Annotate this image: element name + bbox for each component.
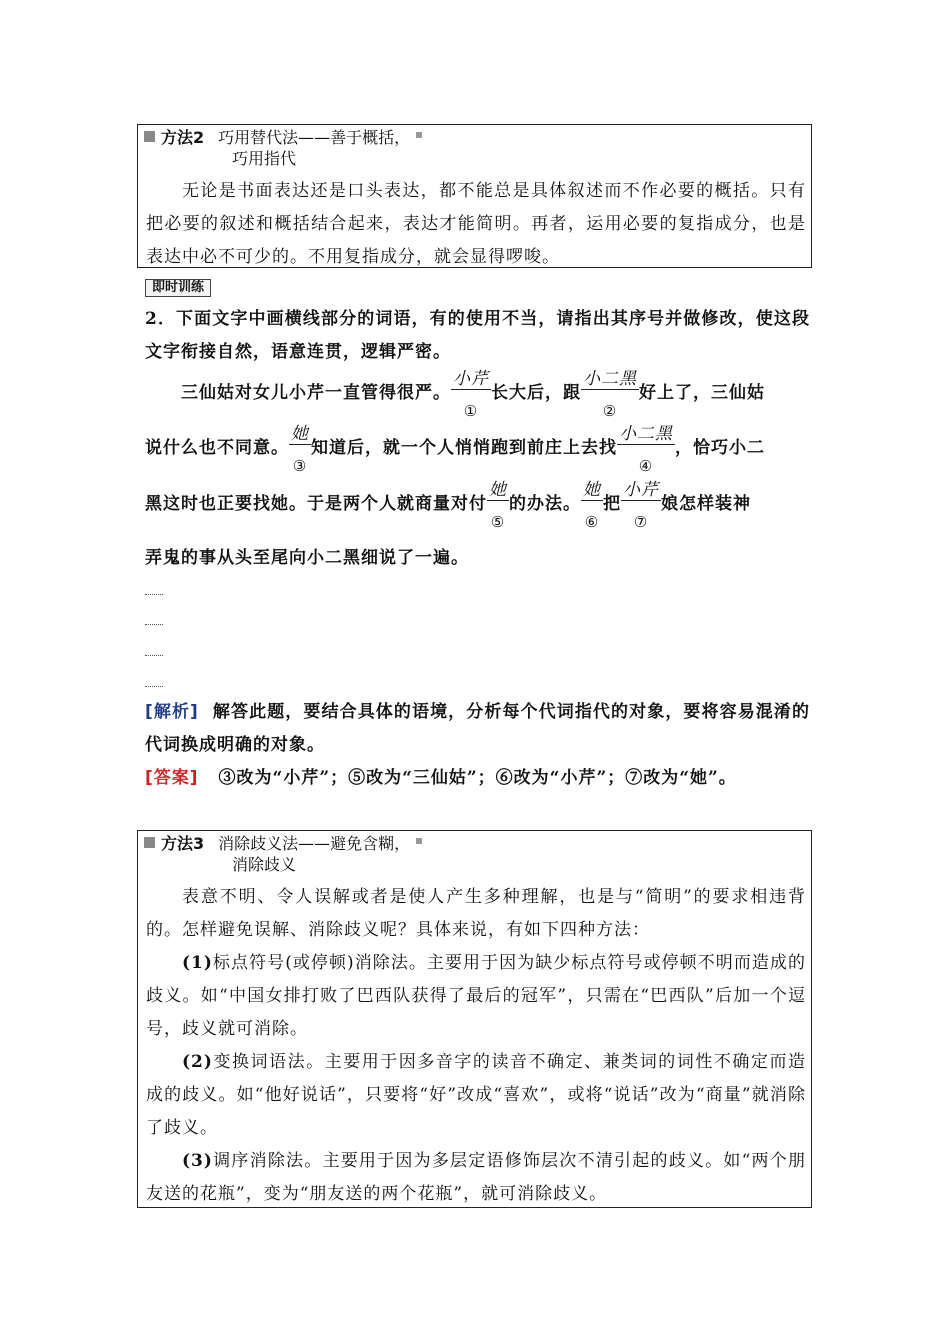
method3-title-line1: 消除歧义法——避免含糊，	[218, 834, 411, 853]
analysis-label: [解析]	[145, 702, 199, 722]
passage-text: 好上了，三仙姑	[639, 383, 765, 403]
analysis	[145, 696, 810, 762]
training-tag: 即时训练	[145, 279, 211, 297]
small-square-icon	[416, 132, 422, 138]
method2-title-line1: 巧用替代法——善于概括，	[218, 128, 411, 147]
method3-item-1: (1)标点符号(或停顿)消除法。主要用于因为缺少标点符号或停顿不明而造成的歧义。如“中国女排打败了巴西队获得了最后的冠军”，只需在“巴西队”后加一个逗号，歧义就可消除。	[146, 953, 806, 1039]
passage-text: 知道后，就一个人悄悄跑到前庄上去找	[311, 438, 617, 458]
square-bullet-icon	[144, 837, 155, 848]
passage-text: 娘怎样装神	[661, 494, 751, 514]
answer-blank-line	[145, 594, 163, 595]
underlined-word-5: 她 ⑤	[489, 480, 507, 531]
method3-title-line2: 消除歧义	[232, 855, 297, 874]
underlined-word-2: 小二黑 ②	[583, 369, 637, 420]
passage-text: 长大后，跟	[491, 383, 581, 403]
question-2: 2．下面文字中画横线部分的词语，有的使用不当，请指出其序号并做修改，使这段文字衔接自然，语意连贯，逻辑严密。	[145, 309, 810, 362]
analysis-text: 解答此题，要结合具体的语境，分析每个代词指代的对象，要将容易混淆的代词换成明确的对象。	[145, 702, 810, 755]
passage-text: 说什么也不同意。	[145, 438, 289, 458]
underlined-word-6: 她 ⑥	[583, 480, 601, 531]
square-bullet-icon	[144, 131, 155, 142]
small-square-icon	[416, 838, 422, 844]
passage-text: 把	[603, 494, 621, 514]
passage-text: 黑这时也正要找她。于是两个人就商量对付	[145, 494, 487, 514]
answer	[145, 762, 810, 795]
answer-blank-line	[145, 624, 163, 625]
method3-body	[146, 881, 806, 1211]
method2-heading	[144, 127, 422, 168]
underlined-word-3: 她 ③	[291, 424, 309, 475]
passage-text: ，恰巧小二	[675, 438, 765, 458]
passage-text: 的办法。	[509, 494, 581, 514]
passage-line-3	[145, 480, 810, 531]
passage-line-1	[145, 369, 810, 420]
method3-item-3: (3)调序消除法。主要用于因为多层定语修饰层次不清引起的歧义。如“两个朋友送的花瓶”，变为“朋友送的两个花瓶”，就可消除歧义。	[146, 1151, 806, 1204]
answer-text: ③改为“小芹”；⑤改为“三仙姑”；⑥改为“小芹”；⑦改为“她”。	[218, 768, 737, 788]
method3-item-2: (2)变换词语法。主要用于因多音字的读音不确定、兼类词的词性不确定而造成的歧义。如“他好说话”，只要将“好”改成“喜欢”，或将“说话”改为“商量”就消除了歧义。	[146, 1052, 806, 1138]
method3-heading	[144, 833, 422, 874]
answer-label: [答案]	[145, 768, 199, 788]
answer-blank-line	[145, 686, 163, 687]
method2-title-line2: 巧用指代	[232, 149, 297, 168]
underlined-word-1: 小芹 ①	[453, 369, 489, 420]
underlined-word-4: 小二黑 ④	[619, 424, 673, 475]
passage-line-4: 弄鬼的事从头至尾向小二黑细说了一遍。	[145, 548, 469, 568]
method2-box	[137, 124, 812, 268]
method3-box	[137, 830, 812, 1208]
method3-intro: 表意不明、令人误解或者是使人产生多种理解，也是与“简明”的要求相违背的。怎样避免误解、消除歧义呢？具体来说，有如下四种方法：	[146, 887, 806, 940]
underlined-word-7: 小芹 ⑦	[623, 480, 659, 531]
passage-line-2	[145, 424, 810, 475]
method2-body: 无论是书面表达还是口头表达，都不能总是具体叙述而不作必要的概括。只有把必要的叙述和概括结合起来，表达才能简明。再者，运用必要的复指成分，也是表达中必不可少的。不用复指成分，就会显得啰唆。	[146, 181, 806, 267]
method2-label: 方法2	[161, 128, 205, 147]
method3-label: 方法3	[161, 834, 205, 853]
passage-text: 三仙姑对女儿小芹一直管得很严。	[181, 383, 451, 403]
answer-blank-line	[145, 655, 163, 656]
